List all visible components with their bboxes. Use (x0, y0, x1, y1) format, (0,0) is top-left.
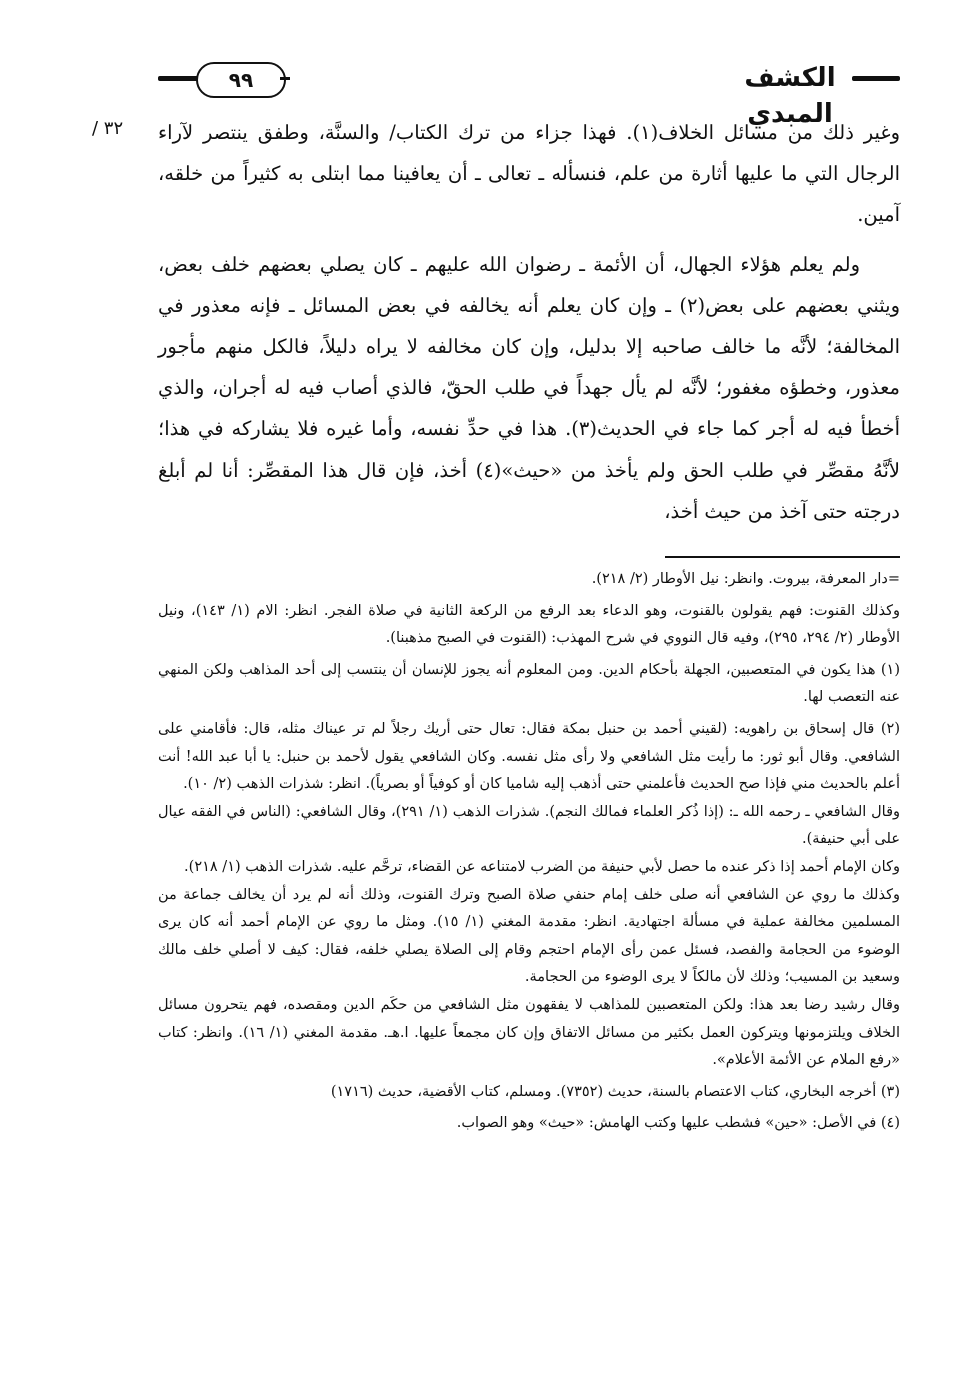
header-rule-connector (280, 77, 290, 80)
margin-page-reference: ٣٢ / (92, 118, 124, 139)
footnote-2-paragraph: وكان الإمام أحمد إذا ذكر عنده ما حصل لأبي حنيفة من الضرب لامتناعه عن القضاء، ترحَّم عليه. شذرات الذهب (١/ ٢١٨). (184, 858, 900, 875)
footnote-1: (١) هذا يكون في المتعصبين، الجهلة بأحكام الدين. ومن المعلوم أنه يجوز للإنسان أن ينتسب إلى أحد المذاهب ولكن المنهي عنه التعصب لها. (158, 661, 900, 706)
footnote-2-paragraph: (٢) قال إسحاق بن راهويه: (لقيني أحمد بن حنبل بمكة فقال: تعال حتى أريك رجلاً لم تر عيناك مثله، قال: فأقامني على الشافعي. وقال أبو ثور: ما رأيت مثل الشافعي ولا رأى مثل نفسه. وكان الشافعي يقول لأحمد بن حنبل: يا أبا عبد الله! أنت أعلم بالحديث مني فإذا صح الحديث فأعلمني حتى أذهب إليه شاميا كان أو كوفياً أو بصرياً). انظر: شذرات الذهب (٢/ ١٠). (158, 720, 900, 793)
main-text (158, 112, 900, 532)
footnote-4: (٤) في الأصل: «حين» فشطب عليها وكتب الهامش: «حيث» وهو الصواب. (456, 1115, 900, 1132)
header-rule-right (852, 76, 900, 81)
footnote-2 (158, 716, 900, 1075)
footnote-3: (٣) أخرجه البخاري، كتاب الاعتصام بالسنة، حديث (٧٣٥٢). ومسلم، كتاب الأقضية، حديث (١٧١٦) (330, 1083, 900, 1100)
footnote-continued: وكذلك القنوت: فهم يقولون بالقنوت، وهو الدعاء بعد الرفع من الركعة الثانية في صلاة الفجر. انظر: الام (١/ ١٤٣)، ونيل الأوطار (٢/ ٢٩٤، ٢٩٥)، وفيه قال النووي في شرح المهذب: (القنوت في الصبح مذهبنا). (158, 602, 900, 647)
footnote-2-paragraph: وقال الشافعي ـ رحمه الله ـ: (إذا ذُكر العلماء فمالك النجم). شذرات الذهب (١/ ٢٩١)، وقال الشافعي: (الناس في الفقه عيال على أبي حنيفة). (158, 803, 901, 848)
page-number: ٩٩ (196, 62, 286, 98)
paragraph: ولم يعلم هؤلاء الجهال، أن الأئمة ـ رضوان الله عليهم ـ كان يصلي بعضهم خلف بعض، ويثني بعضهم على بعض(٢) ـ وإن كان يعلم أنه يخالفه في بعض المسائل ـ فإنه معذور في المخالفة؛ لأنَّه ما خالف صاحبه إلا بدليل، وإن كان مخالفه لا يراه دليلاً، فالكل منهم مأجور معذور، وخطؤه مغفور؛ لأنَّه لم يأل جهداً في طلب الحقّ، فالذي أصاب فيه له أجران، والذي أخطأ فيه له أجر كما جاء في الحديث(٣). هذا في حدِّ نفسه، وأما غيره فلا يشاركه في هذا؛ لأنَّهُ مقصِّر في طلب الحق ولم يأخذ من «حيث»(٤) أخذ، فإن قال هذا المقصِّر: أنا لم أبلغ درجته حتى آخذ من حيث أخذ، (158, 252, 900, 523)
running-title: الكشف المبدي (744, 63, 836, 129)
footnote-continued: =دار المعرفة، بيروت. وانظر: نيل الأوطار (٢/ ٢١٨). (591, 571, 900, 587)
paragraph: وغير ذلك من مسائل الخلاف(١). فهذا جزاء من ترك الكتاب/ والسنَّة، وطفق ينتصر لآراء الرجال التي ما عليها أثارة من علم، فنسأله ـ تعالى ـ أن يعافينا مما ابتلى به كثيراً من خلقه، آمين. (158, 121, 901, 227)
footnote-separator (665, 556, 900, 558)
footnotes (158, 566, 900, 1142)
footnote-2-paragraph: وقال رشيد رضا بعد هذا: ولكن المتعصبين للمذاهب لا يفقهون مثل الشافعي من حكَم الدين ومقصده، فهم يتحرون مسائل الخلاف ويلتزمونها ويتركون العمل بكثير من مسائل الاتفاق وإن كان مجمعاً عليها. ا.هـ. مقدمة المغني (١/ ١٦). وانظر: كتاب «رفع الملام عن الأئمة الأعلام». (158, 996, 900, 1069)
footnote-2-paragraph: وكذلك ما روي عن الشافعي أنه صلى خلف إمام حنفي صلاة الصبح وترك القنوت، وذلك أنه لم يرد أن يخالف جماعة من المسلمين مخالفة عملية في مسألة اجتهادية. انظر: مقدمة المغني (١/ ١٥). ومثل ما روي عن الإمام أحمد أنه كان يرى الوضوء من الحجامة والفصد، فسئل عمن رأى الإمام احتجم وقام إلى الصلاة يصلي خلفه، فقال: كيف لا أصلي خلف مالك وسعيد بن المسيب؛ وذلك لأن مالكاً لا يرى الوضوء من الحجامة. (158, 886, 900, 986)
